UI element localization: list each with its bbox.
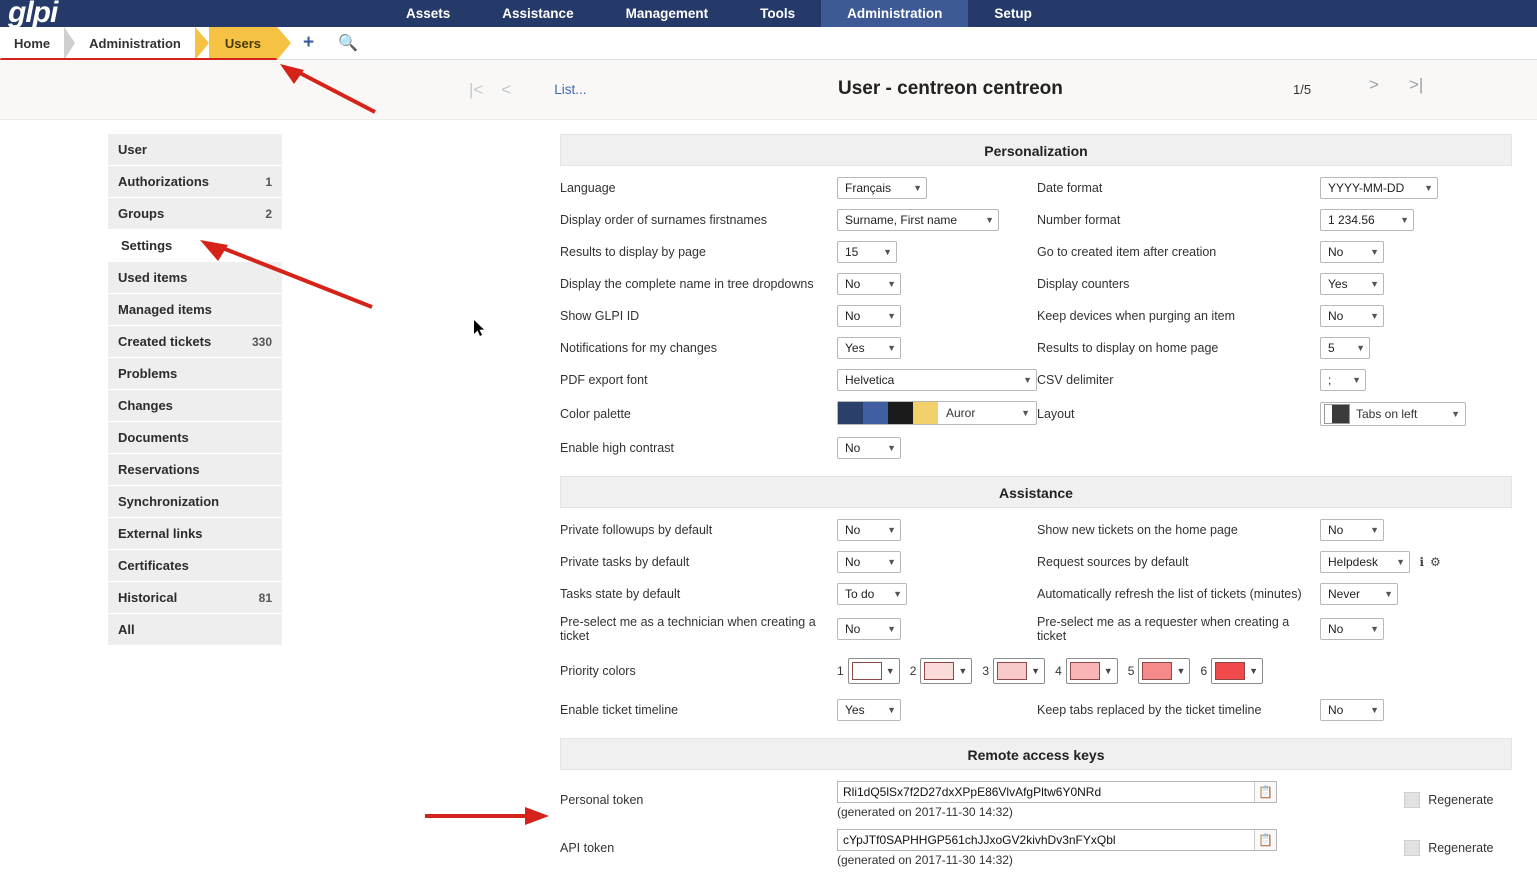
priority-color-1[interactable] (848, 658, 900, 684)
chevron-down-icon: ▼ (887, 279, 896, 289)
label-language: Language (560, 181, 616, 195)
menu-item-management[interactable]: Management (625, 6, 709, 21)
label-show-glpi-id: Show GLPI ID (560, 309, 640, 323)
tab-label: Synchronization (118, 494, 220, 509)
tab-used-items[interactable] (108, 262, 282, 294)
chevron-down-icon: ▼ (958, 666, 968, 676)
field-row (560, 578, 1512, 610)
select-show-glpi-id[interactable] (837, 305, 901, 327)
chevron-down-icon: ▼ (1370, 247, 1379, 257)
tab-list (108, 120, 282, 838)
chevron-down-icon: ▼ (1384, 589, 1393, 599)
chevron-down-icon: ▼ (1103, 666, 1113, 676)
list-link[interactable]: List... (554, 82, 587, 97)
copy-icon[interactable]: 📋 (1254, 782, 1276, 802)
field-row (560, 514, 1512, 546)
chevron-down-icon: ▼ (1396, 557, 1405, 567)
select-value: Yes (845, 341, 865, 355)
menu-item-tools[interactable]: Tools (760, 6, 796, 21)
select-value: Never (1328, 587, 1361, 601)
tab-all[interactable] (108, 614, 282, 646)
label-request-sources: Request sources by default (1037, 555, 1189, 569)
select-layout[interactable] (1320, 402, 1466, 426)
tab-historical[interactable] (108, 582, 282, 614)
label-private-tasks: Private tasks by default (560, 555, 690, 569)
select-number-format[interactable] (1320, 209, 1414, 231)
tab-label: Authorizations (118, 174, 209, 189)
field-row (560, 364, 1512, 396)
label-csv-delimiter: CSV delimiter (1037, 373, 1114, 387)
chevron-down-icon: ▼ (1023, 375, 1032, 385)
label-display-order: Display order of surnames firstnames (560, 213, 768, 227)
chevron-down-icon: ▼ (1400, 215, 1409, 225)
tab-label: Documents (118, 430, 189, 445)
chevron-down-icon: ▼ (1370, 311, 1379, 321)
label-goto-created-item: Go to created item after creation (1037, 245, 1217, 259)
select-pdf-export-font[interactable] (837, 369, 1037, 391)
label-pdf-export-font: PDF export font (560, 373, 648, 387)
priority-number: 3 (982, 664, 990, 678)
label-notifications-my-changes: Notifications for my changes (560, 341, 718, 355)
tab-reservations[interactable] (108, 454, 282, 486)
priority-color-3[interactable] (993, 658, 1045, 684)
label-show-new-tickets-home: Show new tickets on the home page (1037, 523, 1238, 537)
field-row (560, 172, 1512, 204)
tab-badge: 81 (258, 590, 272, 605)
breadcrumb-arrow-icon (277, 27, 291, 60)
breadcrumb-separator-icon (195, 27, 209, 60)
tab-label: Problems (118, 366, 178, 381)
info-icon[interactable]: ℹ (1419, 555, 1425, 569)
chevron-down-icon: ▼ (1176, 666, 1186, 676)
field-row (560, 332, 1512, 364)
tab-created-tickets[interactable] (108, 326, 282, 358)
left-gutter (0, 120, 108, 838)
personal-token-regenerate[interactable] (1404, 792, 1512, 808)
tab-certificates[interactable] (108, 550, 282, 582)
select-value: 1 234.56 (1328, 213, 1375, 227)
tab-badge: 2 (265, 206, 272, 221)
select-show-new-tickets-home[interactable] (1320, 519, 1384, 541)
chevron-down-icon: ▼ (1424, 183, 1433, 193)
plus-icon[interactable]: + (303, 32, 315, 53)
tab-synchronization[interactable] (108, 486, 282, 518)
chevron-down-icon: ▼ (1352, 375, 1361, 385)
field-row (560, 694, 1512, 726)
palette-swatches-icon (838, 402, 938, 424)
tab-managed-items[interactable] (108, 294, 282, 326)
tab-badge: 330 (251, 334, 272, 349)
breadcrumb (0, 27, 1537, 60)
select-preselect-requester[interactable] (1320, 618, 1384, 640)
tab-problems[interactable] (108, 358, 282, 390)
select-results-home-page[interactable] (1320, 337, 1370, 359)
chevron-down-icon: ▼ (893, 589, 902, 599)
tab-external-links[interactable] (108, 518, 282, 550)
chevron-down-icon: ▼ (985, 215, 994, 225)
select-high-contrast[interactable] (837, 437, 901, 459)
select-display-counters[interactable] (1320, 273, 1384, 295)
api-token-generated: (generated on 2017-11-30 14:32) (837, 853, 1013, 867)
menu-item-setup[interactable]: Setup (994, 6, 1032, 21)
mouse-cursor (474, 320, 486, 338)
select-value: Français (845, 181, 892, 195)
label-personal-token: Personal token (560, 793, 644, 807)
tab-label: User (118, 142, 147, 157)
section-header-remote-access-keys: Remote access keys (560, 738, 1512, 770)
select-csv-delimiter[interactable] (1320, 369, 1366, 391)
label-high-contrast: Enable high contrast (560, 441, 674, 455)
personal-token-generated: (generated on 2017-11-30 14:32) (837, 805, 1013, 819)
page-content (0, 120, 1537, 867)
tab-label: Changes (118, 398, 173, 413)
select-keep-devices-purge[interactable] (1320, 305, 1384, 327)
priority-color-6[interactable] (1211, 658, 1263, 684)
tab-user[interactable] (108, 134, 282, 166)
personal-token-value: Rli1dQ5lSx7f2D27dxXPpE86VlvAfgPltw6Y0NRd (843, 785, 1102, 799)
first-page-icon[interactable]: |< (469, 79, 484, 99)
select-results-per-page[interactable] (837, 241, 897, 263)
section-header-assistance: Assistance (560, 476, 1512, 508)
breadcrumb-separator-icon (64, 27, 75, 60)
label-enable-ticket-timeline: Enable ticket timeline (560, 703, 679, 717)
field-row (560, 610, 1512, 648)
pager-indicator: 1/5 (1293, 82, 1312, 97)
field-row (560, 776, 1512, 824)
label-display-counters: Display counters (1037, 277, 1130, 291)
select-value: No (1328, 309, 1344, 323)
tab-label: Reservations (118, 462, 200, 477)
checkbox-icon[interactable] (1404, 792, 1420, 808)
page-header (0, 60, 1537, 120)
priority-number: 2 (909, 664, 917, 678)
tab-settings[interactable] (108, 230, 282, 262)
chevron-down-icon: ▼ (1021, 408, 1030, 418)
api-token-input[interactable] (837, 829, 1277, 851)
gear-icon[interactable]: ⚙ (1430, 555, 1441, 569)
select-enable-ticket-timeline[interactable] (837, 699, 901, 721)
select-notifications-my-changes[interactable] (837, 337, 901, 359)
select-auto-refresh-tickets[interactable] (1320, 583, 1398, 605)
chevron-down-icon: ▼ (887, 443, 896, 453)
priority-number: 6 (1200, 664, 1208, 678)
tab-badge: 1 (265, 174, 272, 189)
select-display-order[interactable] (837, 209, 999, 231)
regenerate-label: Regenerate (1428, 841, 1494, 855)
select-value: Yes (845, 703, 865, 717)
next-page-icon[interactable]: > (1369, 75, 1379, 94)
remote-access-fields (560, 776, 1512, 872)
chevron-down-icon: ▼ (1031, 666, 1040, 676)
select-value: No (845, 441, 861, 455)
select-tasks-state[interactable] (837, 583, 907, 605)
field-row (560, 824, 1512, 872)
select-request-sources[interactable] (1320, 551, 1410, 573)
api-token-value: cYpJTf0SAPHHGP561chJJxoGV2kivhDv3nFYxQbl (843, 833, 1116, 847)
select-value: No (845, 277, 861, 291)
tab-groups[interactable] (108, 198, 282, 230)
select-value: Surname, First name (845, 213, 958, 227)
select-value: Tabs on left (1356, 406, 1418, 421)
select-value: To do (845, 587, 875, 601)
chevron-down-icon: ▼ (913, 183, 922, 193)
chevron-down-icon: ▼ (887, 525, 896, 535)
checkbox-icon[interactable] (1404, 840, 1420, 856)
chevron-down-icon: ▼ (887, 557, 896, 567)
field-row (560, 268, 1512, 300)
select-value: 5 (1328, 341, 1335, 355)
select-complete-name-tree[interactable] (837, 273, 901, 295)
chevron-down-icon: ▼ (1370, 624, 1379, 634)
chevron-down-icon: ▼ (1370, 279, 1379, 289)
label-priority-colors: Priority colors (560, 664, 636, 678)
select-value: Helvetica (845, 373, 895, 387)
chevron-down-icon: ▼ (1370, 525, 1379, 535)
tab-label: Historical (118, 590, 178, 605)
select-value: 15 (845, 245, 859, 259)
label-api-token: API token (560, 841, 615, 855)
breadcrumb-users[interactable]: Users (209, 27, 277, 60)
tab-label: All (118, 622, 135, 637)
select-value: Yes (1328, 277, 1348, 291)
label-auto-refresh-tickets: Automatically refresh the list of tickets (minutes) (1037, 587, 1302, 601)
tab-label: Certificates (118, 558, 189, 573)
tab-label: Created tickets (118, 334, 212, 349)
select-value: No (845, 555, 861, 569)
label-date-format: Date format (1037, 181, 1103, 195)
chevron-down-icon: ▼ (1370, 705, 1379, 715)
personal-token-input[interactable] (837, 781, 1277, 803)
select-value: No (1328, 622, 1344, 636)
tab-authorizations[interactable] (108, 166, 282, 198)
select-color-palette[interactable] (837, 401, 1037, 425)
tab-label: Groups (118, 206, 165, 221)
select-value: Helpdesk (1328, 555, 1379, 569)
label-preselect-requester: Pre-select me as a requester when creating a ticket (1037, 615, 1290, 643)
breadcrumb-administration[interactable]: Administration (89, 35, 181, 51)
copy-icon[interactable]: 📋 (1254, 830, 1276, 850)
top-navigation-bar (0, 0, 1537, 27)
previous-page-icon[interactable]: < (501, 79, 512, 99)
chevron-down-icon: ▼ (887, 705, 896, 715)
tab-label: Managed items (118, 302, 212, 317)
field-row (560, 396, 1512, 432)
select-value: No (1328, 523, 1344, 537)
label-layout: Layout (1037, 407, 1075, 421)
assistance-fields (560, 514, 1512, 726)
select-value: No (1328, 245, 1344, 259)
search-icon[interactable]: 🔍 (338, 35, 359, 52)
menu-item-administration[interactable]: Administration (821, 0, 968, 27)
chevron-down-icon: ▼ (1356, 343, 1365, 353)
select-preselect-technician[interactable] (837, 618, 901, 640)
chevron-down-icon: ▼ (887, 311, 896, 321)
select-value: YYYY-MM-DD (1328, 181, 1405, 195)
label-private-followups: Private followups by default (560, 523, 713, 537)
chevron-down-icon: ▼ (885, 666, 895, 676)
select-value: No (1328, 703, 1344, 717)
select-goto-created-item[interactable] (1320, 241, 1384, 263)
tab-label: External links (118, 526, 203, 541)
priority-number: 4 (1055, 664, 1062, 678)
chevron-down-icon: ▼ (1451, 408, 1460, 419)
select-value: ; (1328, 373, 1332, 387)
select-language[interactable] (837, 177, 927, 199)
main-menu (380, 0, 1058, 27)
settings-form (282, 120, 1537, 867)
label-results-home-page: Results to display on home page (1037, 341, 1219, 355)
last-page-icon[interactable]: >| (1409, 75, 1424, 94)
select-date-format[interactable] (1320, 177, 1438, 199)
regenerate-label: Regenerate (1428, 793, 1494, 807)
chevron-down-icon: ▼ (887, 624, 896, 634)
app-logo[interactable]: glpi (8, 0, 58, 27)
field-row (560, 648, 1512, 694)
tab-label: Used items (118, 270, 188, 285)
priority-color-2[interactable] (920, 658, 972, 684)
section-header-personalization: Personalization (560, 134, 1512, 166)
field-row (560, 432, 1512, 464)
menu-item-assets[interactable]: Assets (406, 6, 451, 21)
menu-item-assistance[interactable]: Assistance (502, 6, 574, 21)
label-number-format: Number format (1037, 213, 1121, 227)
select-value: No (845, 523, 861, 537)
label-keep-devices-purge: Keep devices when purging an item (1037, 309, 1236, 323)
select-private-tasks[interactable] (837, 551, 901, 573)
tab-changes[interactable] (108, 390, 282, 422)
select-private-followups[interactable] (837, 519, 901, 541)
select-value: No (845, 622, 861, 636)
api-token-regenerate[interactable] (1404, 840, 1512, 856)
select-value: Auror (946, 406, 976, 420)
field-row (560, 236, 1512, 268)
chevron-down-icon: ▼ (883, 247, 892, 257)
label-tasks-state: Tasks state by default (560, 587, 681, 601)
chevron-down-icon: ▼ (1249, 666, 1259, 676)
field-row (560, 204, 1512, 236)
label-preselect-technician: Pre-select me as a technician when creating a ticket (560, 615, 816, 643)
priority-number: 5 (1127, 664, 1135, 678)
field-row (560, 546, 1512, 578)
tab-label: Settings (121, 238, 173, 253)
label-color-palette: Color palette (560, 407, 631, 421)
breadcrumb-home[interactable]: Home (14, 35, 51, 51)
priority-number: 1 (837, 664, 844, 678)
label-complete-name-tree: Display the complete name in tree dropdowns (560, 277, 814, 291)
tab-documents[interactable] (108, 422, 282, 454)
layout-thumbnail-icon (1324, 404, 1350, 424)
chevron-down-icon: ▼ (887, 343, 896, 353)
priority-color-4[interactable] (1066, 658, 1118, 684)
page-title: User - centreon centreon (838, 78, 1063, 99)
personalization-fields (560, 172, 1512, 464)
select-keep-tabs-timeline[interactable] (1320, 699, 1384, 721)
priority-color-5[interactable] (1138, 658, 1190, 684)
priority-colors-group (837, 658, 1512, 684)
select-value: No (845, 309, 861, 323)
field-row (560, 300, 1512, 332)
label-keep-tabs-timeline: Keep tabs replaced by the ticket timeline (1037, 703, 1262, 717)
label-results-per-page: Results to display by page (560, 245, 706, 259)
